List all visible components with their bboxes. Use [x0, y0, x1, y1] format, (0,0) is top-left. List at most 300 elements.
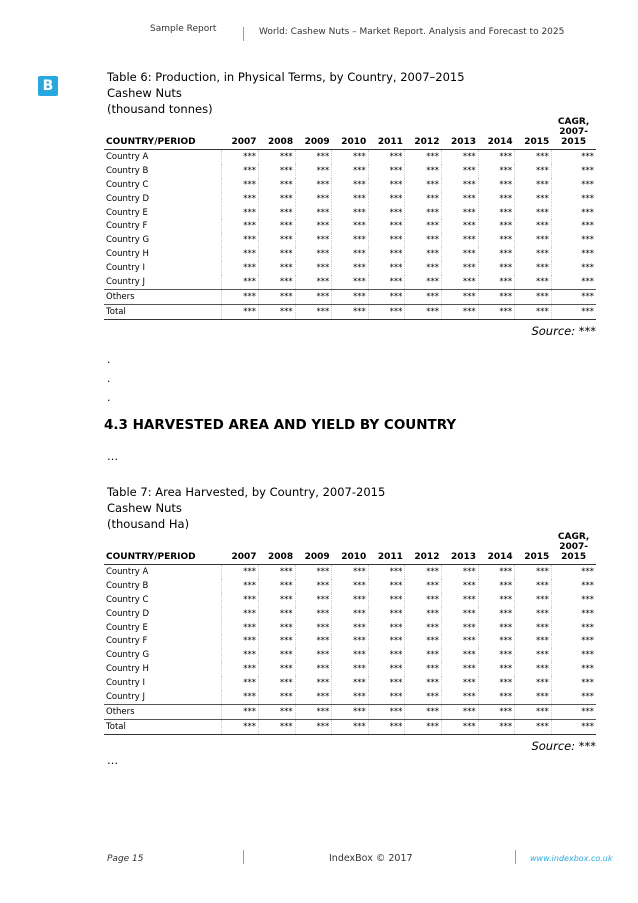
- row-label: Total: [104, 719, 222, 734]
- masked-value-cell: ***: [222, 164, 259, 178]
- row-label: Country B: [104, 579, 222, 593]
- masked-value-cell: ***: [295, 150, 332, 164]
- row-label: Country J: [104, 275, 222, 289]
- masked-value-cell: ***: [259, 206, 296, 220]
- masked-value-cell: ***: [332, 662, 369, 676]
- table-row: [104, 247, 596, 261]
- masked-value-cell: ***: [441, 662, 478, 676]
- masked-value-cell: ***: [259, 634, 296, 648]
- masked-value-cell: ***: [478, 579, 515, 593]
- masked-value-cell: ***: [295, 261, 332, 275]
- column-header-year: 2015: [515, 532, 552, 565]
- masked-value-cell: ***: [295, 275, 332, 289]
- masked-value-cell: ***: [441, 178, 478, 192]
- masked-value-cell: ***: [441, 150, 478, 164]
- masked-value-cell: ***: [405, 565, 442, 579]
- masked-value-cell: ***: [368, 275, 405, 289]
- omission-dot: .: [107, 353, 111, 366]
- table-row: [104, 662, 596, 676]
- table-row: [104, 648, 596, 662]
- masked-value-cell: ***: [515, 634, 552, 648]
- cagr-header-line: 2015: [561, 552, 587, 562]
- column-header-country: COUNTRY/PERIOD: [104, 117, 222, 150]
- masked-value-cell: ***: [515, 607, 552, 621]
- masked-value-cell: ***: [368, 261, 405, 275]
- masked-value-cell: ***: [259, 275, 296, 289]
- table-row: [104, 304, 596, 319]
- masked-value-cell: ***: [295, 192, 332, 206]
- masked-value-cell: ***: [259, 233, 296, 247]
- masked-value-cell: ***: [332, 676, 369, 690]
- table7-source: Source: ***: [531, 739, 596, 753]
- masked-value-cell: ***: [405, 178, 442, 192]
- masked-value-cell: ***: [368, 233, 405, 247]
- masked-value-cell: ***: [259, 565, 296, 579]
- masked-value-cell: ***: [441, 247, 478, 261]
- column-header-year: 2011: [368, 117, 405, 150]
- table-row: [104, 690, 596, 704]
- masked-value-cell: ***: [222, 150, 259, 164]
- masked-value-cell: ***: [295, 304, 332, 319]
- masked-value-cell: ***: [441, 192, 478, 206]
- table7-area-harvested: [104, 532, 596, 735]
- column-header-year: 2015: [515, 117, 552, 150]
- column-header-year: 2007: [222, 532, 259, 565]
- cagr-header-line: 2015: [561, 137, 587, 147]
- masked-value-cell: ***: [222, 719, 259, 734]
- masked-value-cell: ***: [368, 690, 405, 704]
- masked-value-cell: ***: [405, 621, 442, 635]
- masked-value-cell: ***: [405, 206, 442, 220]
- column-header-year: 2008: [259, 117, 296, 150]
- masked-value-cell: ***: [441, 676, 478, 690]
- masked-value-cell: ***: [405, 150, 442, 164]
- table6-unit: (thousand tonnes): [107, 102, 213, 116]
- row-label: Country G: [104, 233, 222, 247]
- masked-value-cell: ***: [441, 219, 478, 233]
- masked-value-cell: ***: [581, 165, 594, 176]
- column-header-year: 2007: [222, 117, 259, 150]
- masked-value-cell: ***: [515, 261, 552, 275]
- section-heading: 4.3 HARVESTED AREA AND YIELD BY COUNTRY: [104, 417, 457, 433]
- masked-value-cell: ***: [515, 593, 552, 607]
- masked-value-cell: ***: [368, 304, 405, 319]
- masked-value-cell: ***: [441, 690, 478, 704]
- column-header-year: 2012: [405, 532, 442, 565]
- masked-value-cell: ***: [332, 648, 369, 662]
- masked-value-cell: ***: [405, 289, 442, 304]
- table7-title: Table 7: Area Harvested, by Country, 2007-2015: [107, 485, 386, 499]
- table-row: [104, 621, 596, 635]
- column-header-country: COUNTRY/PERIOD: [104, 532, 222, 565]
- column-header-cagr: [551, 532, 596, 565]
- masked-value-cell: ***: [478, 607, 515, 621]
- masked-value-cell: ***: [222, 676, 259, 690]
- masked-value-cell: ***: [222, 607, 259, 621]
- masked-value-cell: ***: [222, 261, 259, 275]
- masked-value-cell: ***: [515, 676, 552, 690]
- masked-value-cell: ***: [478, 219, 515, 233]
- masked-value-cell: ***: [515, 192, 552, 206]
- table-row: [104, 676, 596, 690]
- masked-value-cell: ***: [441, 261, 478, 275]
- masked-value-cell: ***: [295, 219, 332, 233]
- cagr-header-line: 2007-: [559, 127, 589, 137]
- masked-value-cell: ***: [515, 150, 552, 164]
- masked-value-cell: ***: [405, 704, 442, 719]
- masked-value-cell: ***: [581, 566, 594, 577]
- masked-value-cell: ***: [295, 719, 332, 734]
- row-label: Country C: [104, 178, 222, 192]
- masked-value-cell: ***: [332, 565, 369, 579]
- masked-value-cell: ***: [222, 289, 259, 304]
- masked-value-cell: ***: [295, 206, 332, 220]
- column-header-year: 2009: [295, 532, 332, 565]
- masked-value-cell: ***: [478, 719, 515, 734]
- row-label: Country I: [104, 261, 222, 275]
- masked-value-cell: ***: [405, 662, 442, 676]
- masked-value-cell: ***: [332, 261, 369, 275]
- masked-value-cell: ***: [515, 164, 552, 178]
- masked-value-cell: ***: [332, 192, 369, 206]
- masked-value-cell: ***: [581, 664, 594, 675]
- table-row: [104, 206, 596, 220]
- table-row: [104, 579, 596, 593]
- row-label: Country I: [104, 676, 222, 690]
- footer-page-number: Page 15: [107, 854, 144, 864]
- masked-value-cell: ***: [441, 648, 478, 662]
- masked-value-cell: ***: [222, 192, 259, 206]
- masked-value-cell: ***: [405, 607, 442, 621]
- masked-value-cell: ***: [581, 193, 594, 204]
- table-row: [104, 634, 596, 648]
- masked-value-cell: ***: [478, 621, 515, 635]
- masked-value-cell: ***: [478, 178, 515, 192]
- masked-value-cell: ***: [332, 304, 369, 319]
- footer-divider: [515, 850, 516, 864]
- masked-value-cell: ***: [515, 621, 552, 635]
- masked-value-cell: ***: [368, 150, 405, 164]
- masked-value-cell: ***: [405, 304, 442, 319]
- masked-value-cell: ***: [478, 676, 515, 690]
- masked-value-cell: ***: [259, 579, 296, 593]
- omission-dot: .: [107, 391, 111, 404]
- table-row: [104, 593, 596, 607]
- ellipsis: …: [107, 754, 118, 767]
- masked-value-cell: ***: [478, 150, 515, 164]
- masked-value-cell: ***: [478, 261, 515, 275]
- indexbox-logo-icon: B: [38, 76, 58, 96]
- masked-value-cell: ***: [222, 690, 259, 704]
- row-label: Country A: [104, 565, 222, 579]
- masked-value-cell: ***: [259, 219, 296, 233]
- masked-value-cell: ***: [478, 662, 515, 676]
- footer-divider: [243, 850, 244, 864]
- masked-value-cell: ***: [515, 219, 552, 233]
- masked-value-cell: ***: [259, 304, 296, 319]
- masked-value-cell: ***: [368, 648, 405, 662]
- masked-value-cell: ***: [295, 593, 332, 607]
- masked-value-cell: ***: [581, 622, 594, 633]
- masked-value-cell: ***: [332, 593, 369, 607]
- masked-value-cell: ***: [368, 676, 405, 690]
- masked-value-cell: ***: [551, 304, 596, 319]
- masked-value-cell: ***: [295, 164, 332, 178]
- masked-value-cell: ***: [259, 621, 296, 635]
- masked-value-cell: ***: [441, 719, 478, 734]
- column-header-year: 2008: [259, 532, 296, 565]
- table-row: [104, 178, 596, 192]
- masked-value-cell: ***: [332, 219, 369, 233]
- masked-value-cell: ***: [368, 662, 405, 676]
- masked-value-cell: ***: [259, 192, 296, 206]
- row-label: Others: [104, 289, 222, 304]
- masked-value-cell: ***: [222, 621, 259, 635]
- masked-value-cell: ***: [259, 690, 296, 704]
- column-header-year: 2014: [478, 532, 515, 565]
- row-label: Country B: [104, 164, 222, 178]
- masked-value-cell: ***: [441, 621, 478, 635]
- table-row: [104, 219, 596, 233]
- masked-value-cell: ***: [259, 719, 296, 734]
- row-label: Country C: [104, 593, 222, 607]
- header-report-title: World: Cashew Nuts – Market Report. Analysis and Forecast to 2025: [259, 27, 565, 37]
- masked-value-cell: ***: [581, 249, 594, 260]
- masked-value-cell: ***: [405, 579, 442, 593]
- masked-value-cell: ***: [222, 304, 259, 319]
- masked-value-cell: ***: [581, 580, 594, 591]
- masked-value-cell: ***: [332, 690, 369, 704]
- masked-value-cell: ***: [222, 219, 259, 233]
- masked-value-cell: ***: [222, 662, 259, 676]
- table7-product: Cashew Nuts: [107, 501, 182, 515]
- masked-value-cell: ***: [581, 691, 594, 702]
- masked-value-cell: ***: [405, 719, 442, 734]
- masked-value-cell: ***: [295, 607, 332, 621]
- table-row: [104, 233, 596, 247]
- masked-value-cell: ***: [405, 690, 442, 704]
- masked-value-cell: ***: [405, 593, 442, 607]
- masked-value-cell: ***: [441, 233, 478, 247]
- masked-value-cell: ***: [515, 565, 552, 579]
- masked-value-cell: ***: [581, 276, 594, 287]
- masked-value-cell: ***: [515, 233, 552, 247]
- masked-value-cell: ***: [332, 704, 369, 719]
- header-divider: [243, 27, 244, 41]
- masked-value-cell: ***: [551, 289, 596, 304]
- masked-value-cell: ***: [222, 233, 259, 247]
- masked-value-cell: ***: [259, 261, 296, 275]
- masked-value-cell: ***: [295, 676, 332, 690]
- row-label: Country H: [104, 247, 222, 261]
- footer-copyright: IndexBox © 2017: [329, 853, 413, 864]
- masked-value-cell: ***: [478, 648, 515, 662]
- footer-website-link[interactable]: www.indexbox.co.uk: [530, 854, 613, 863]
- masked-value-cell: ***: [441, 289, 478, 304]
- masked-value-cell: ***: [441, 607, 478, 621]
- header-report-type: Sample Report: [150, 24, 217, 34]
- masked-value-cell: ***: [551, 704, 596, 719]
- masked-value-cell: ***: [332, 579, 369, 593]
- masked-value-cell: ***: [405, 634, 442, 648]
- cagr-header-line: CAGR,: [557, 532, 590, 542]
- masked-value-cell: ***: [581, 235, 594, 246]
- masked-value-cell: ***: [405, 247, 442, 261]
- masked-value-cell: ***: [295, 690, 332, 704]
- masked-value-cell: ***: [515, 704, 552, 719]
- masked-value-cell: ***: [332, 233, 369, 247]
- masked-value-cell: ***: [332, 178, 369, 192]
- table6-title: Table 6: Production, in Physical Terms, by Country, 2007–2015: [107, 70, 465, 84]
- masked-value-cell: ***: [581, 678, 594, 689]
- masked-value-cell: ***: [295, 648, 332, 662]
- table6-production: [104, 117, 596, 320]
- row-label: Country F: [104, 219, 222, 233]
- masked-value-cell: ***: [515, 579, 552, 593]
- masked-value-cell: ***: [581, 636, 594, 647]
- cagr-header-line: CAGR,: [557, 117, 590, 127]
- masked-value-cell: ***: [222, 634, 259, 648]
- cagr-header-line: 2007-: [559, 542, 589, 552]
- row-label: Country E: [104, 621, 222, 635]
- masked-value-cell: ***: [332, 719, 369, 734]
- masked-value-cell: ***: [478, 164, 515, 178]
- masked-value-cell: ***: [259, 247, 296, 261]
- table6-product: Cashew Nuts: [107, 86, 182, 100]
- masked-value-cell: ***: [581, 650, 594, 661]
- row-label: Country A: [104, 150, 222, 164]
- masked-value-cell: ***: [222, 247, 259, 261]
- masked-value-cell: ***: [405, 275, 442, 289]
- masked-value-cell: ***: [441, 164, 478, 178]
- masked-value-cell: ***: [405, 164, 442, 178]
- masked-value-cell: ***: [332, 247, 369, 261]
- masked-value-cell: ***: [515, 648, 552, 662]
- masked-value-cell: ***: [441, 275, 478, 289]
- table-row: [104, 565, 596, 579]
- row-label: Total: [104, 304, 222, 319]
- row-label: Country D: [104, 192, 222, 206]
- table-row: [104, 192, 596, 206]
- masked-value-cell: ***: [368, 289, 405, 304]
- masked-value-cell: ***: [581, 594, 594, 605]
- masked-value-cell: ***: [222, 206, 259, 220]
- masked-value-cell: ***: [259, 593, 296, 607]
- masked-value-cell: ***: [295, 565, 332, 579]
- masked-value-cell: ***: [515, 719, 552, 734]
- column-header-year: 2011: [368, 532, 405, 565]
- masked-value-cell: ***: [478, 565, 515, 579]
- masked-value-cell: ***: [332, 150, 369, 164]
- masked-value-cell: ***: [405, 261, 442, 275]
- masked-value-cell: ***: [368, 192, 405, 206]
- masked-value-cell: ***: [368, 219, 405, 233]
- masked-value-cell: ***: [332, 634, 369, 648]
- masked-value-cell: ***: [368, 565, 405, 579]
- masked-value-cell: ***: [581, 263, 594, 274]
- ellipsis: …: [107, 450, 118, 463]
- column-header-year: 2009: [295, 117, 332, 150]
- masked-value-cell: ***: [368, 178, 405, 192]
- row-label: Others: [104, 704, 222, 719]
- masked-value-cell: ***: [441, 304, 478, 319]
- masked-value-cell: ***: [259, 648, 296, 662]
- masked-value-cell: ***: [332, 164, 369, 178]
- masked-value-cell: ***: [368, 621, 405, 635]
- masked-value-cell: ***: [295, 704, 332, 719]
- column-header-year: 2013: [441, 532, 478, 565]
- masked-value-cell: ***: [441, 565, 478, 579]
- masked-value-cell: ***: [368, 164, 405, 178]
- row-label: Country E: [104, 206, 222, 220]
- table6-source: Source: ***: [531, 324, 596, 338]
- masked-value-cell: ***: [259, 676, 296, 690]
- omission-dot: .: [107, 372, 111, 385]
- masked-value-cell: ***: [295, 178, 332, 192]
- masked-value-cell: ***: [441, 593, 478, 607]
- masked-value-cell: ***: [332, 607, 369, 621]
- column-header-year: 2010: [332, 532, 369, 565]
- row-label: Country D: [104, 607, 222, 621]
- masked-value-cell: ***: [332, 275, 369, 289]
- masked-value-cell: ***: [515, 662, 552, 676]
- masked-value-cell: ***: [368, 719, 405, 734]
- masked-value-cell: ***: [515, 289, 552, 304]
- masked-value-cell: ***: [478, 275, 515, 289]
- masked-value-cell: ***: [515, 304, 552, 319]
- masked-value-cell: ***: [222, 275, 259, 289]
- masked-value-cell: ***: [222, 593, 259, 607]
- masked-value-cell: ***: [478, 634, 515, 648]
- masked-value-cell: ***: [441, 579, 478, 593]
- masked-value-cell: ***: [405, 233, 442, 247]
- masked-value-cell: ***: [222, 704, 259, 719]
- masked-value-cell: ***: [551, 719, 596, 734]
- masked-value-cell: ***: [368, 634, 405, 648]
- masked-value-cell: ***: [478, 233, 515, 247]
- masked-value-cell: ***: [478, 247, 515, 261]
- masked-value-cell: ***: [368, 593, 405, 607]
- masked-value-cell: ***: [515, 275, 552, 289]
- masked-value-cell: ***: [478, 192, 515, 206]
- masked-value-cell: ***: [405, 676, 442, 690]
- row-label: Country F: [104, 634, 222, 648]
- masked-value-cell: ***: [478, 593, 515, 607]
- masked-value-cell: ***: [295, 247, 332, 261]
- masked-value-cell: ***: [515, 247, 552, 261]
- masked-value-cell: ***: [222, 648, 259, 662]
- masked-value-cell: ***: [441, 704, 478, 719]
- table-row: [104, 150, 596, 164]
- masked-value-cell: ***: [295, 621, 332, 635]
- masked-value-cell: ***: [478, 690, 515, 704]
- masked-value-cell: ***: [259, 178, 296, 192]
- table-row: [104, 607, 596, 621]
- masked-value-cell: ***: [222, 178, 259, 192]
- masked-value-cell: ***: [259, 607, 296, 621]
- column-header-year: 2014: [478, 117, 515, 150]
- masked-value-cell: ***: [441, 206, 478, 220]
- masked-value-cell: ***: [478, 289, 515, 304]
- masked-value-cell: ***: [295, 233, 332, 247]
- table-row: [104, 704, 596, 719]
- masked-value-cell: ***: [368, 607, 405, 621]
- masked-value-cell: ***: [515, 206, 552, 220]
- masked-value-cell: ***: [259, 164, 296, 178]
- masked-value-cell: ***: [222, 579, 259, 593]
- table-row: [104, 164, 596, 178]
- column-header-year: 2010: [332, 117, 369, 150]
